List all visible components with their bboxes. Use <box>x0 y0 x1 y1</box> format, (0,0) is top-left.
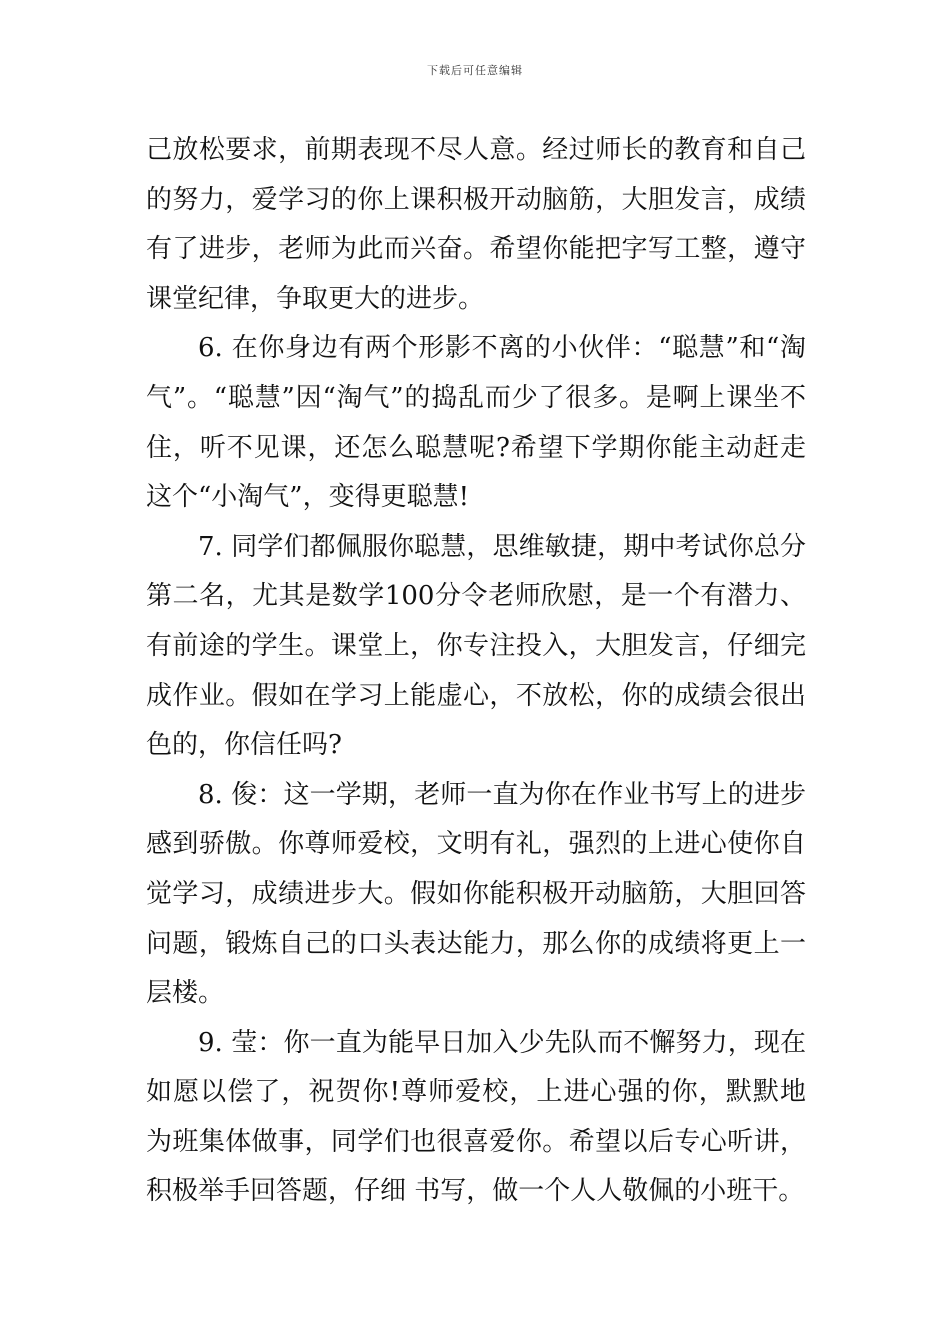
paragraph-item-8: 8. 俊：这一学期，老师一直为你在作业书写上的进步感到骄傲。你尊师爱校，文明有礼，强烈的上进心使你自觉学习，成绩进步大。假如你能积极开动脑筋，大胆回答问题，锻炼自己的口头表达能力，那么你的成绩将更上一层楼。 <box>146 779 806 1009</box>
page-header-note: 下载后可任意编辑 <box>427 64 523 77</box>
paragraph-item-9: 9. 莹：你一直为能早日加入少先队而不懈努力，现在如愿以偿了，祝贺你!尊师爱校，上进心强的你，默默地为班集体做事，同学们也很喜爱你。希望以后专心听讲，积极举手回答题，仔细 书写，做一个人人敬佩的小班干。 <box>146 1027 806 1207</box>
paragraph-item-6: 6. 在你身边有两个形影不离的小伙伴：“聪慧”和“淘气”。“聪慧”因“淘气”的捣乱而少了很多。是啊上课坐不住，听不见课，还怎么聪慧呢?希望下学期你能主动赶走这个“小淘气”，变得更聪慧! <box>146 333 806 513</box>
document-body <box>146 126 806 1217</box>
paragraph-continuation: 己放松要求，前期表现不尽人意。经过师长的教育和自己的努力，爱学习的你上课积极开动脑筋，大胆发言，成绩有了进步，老师为此而兴奋。希望你能把字写工整，遵守课堂纪律，争取更大的进步。 <box>146 135 806 314</box>
paragraph-item-7: 7. 同学们都佩服你聪慧，思维敏捷，期中考试你总分第二名，尤其是数学100分令老师欣慰，是一个有潜力、有前途的学生。课堂上，你专注投入，大胆发言，仔细完成作业。假如在学习上能虚心，不放松，你的成绩会很出色的，你信任吗? <box>146 531 806 761</box>
